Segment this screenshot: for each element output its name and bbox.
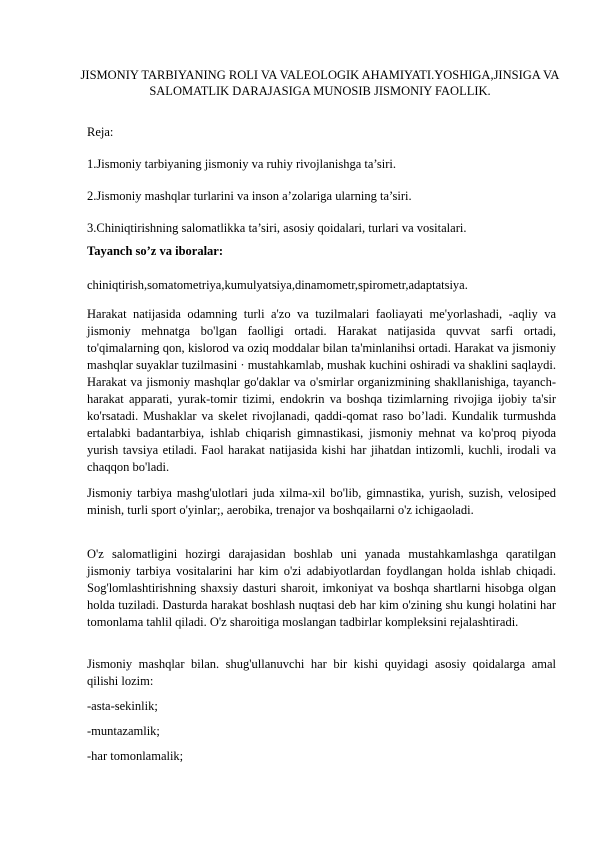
document-title: JISMONIY TARBIYANING ROLI VA VALEOLOGIK AHAMIYATI.YOSHIGA,JINSIGA VA SALOMATLIK DARAJASIGA MUNOSIB JISMONIY FAOLLIK. <box>80 68 560 98</box>
paragraph-3: O'z salomatligini hozirgi darajasidan boshlab uni yanada mustahkamlashga qaratilgan jismoniy tarbiya vositalarini har kim o'zi adabiyotlardan foydlangan holda ishlab chiqadi. Sog'lomlashtirishning shaxsiy dasturi sharoit, imkoniyat va boshqa shartlarni hisobga olgan holda tuziladi. Dasturda harakat boshlash nuqtasi deb har kim o'zining shu kungi holatini har tomonlama tahlil qiladi. O'z sharoitiga moslangan tadbirlar kompleksini rejalashtiradi. <box>87 547 556 629</box>
rule-item-3: -har tomonlamalik; <box>87 749 184 763</box>
paragraph-4: Jismoniy mashqlar bilan. shug'ullanuvchi har bir kishi quyidagi asosiy qoidalarga amal qilishi lozim: <box>87 657 556 688</box>
keywords-list: chiniqtirish,somatometriya,kumulyatsiya,dinamometr,spirometr,adaptatsiya. <box>87 278 468 292</box>
rule-item-2: -muntazamlik; <box>87 724 160 738</box>
paragraph-2: Jismoniy tarbiya mashg'ulotlari juda xilma-xil bo'lib, gimnastika, yurish, suzish, velosiped minish, turli sport o'yinlar;, aerobika, trenajor va boshqailarni o'z ichigaoladi. <box>87 486 556 517</box>
plan-item-1: 1.Jismoniy tarbiyaning jismoniy va ruhiy rivojlanishga ta’siri. <box>87 157 396 171</box>
plan-item-3: 3.Chiniqtirishning salomatlikka ta’siri, asosiy qoidalari, turlari va vositalari. <box>87 221 467 235</box>
paragraph-1: Harakat natijasida odamning turli a'zo va tuzilmalari faoliayati me'yorlashadi, -aqliy va jismoniy mehnatga bo'lgan faolligi ortadi. Harakat natijasida quvvat sarfi ortadi, to'qimalarning qon, kislorod va oziq moddalar bilan ta'minlanihsi ortadi. Harakat va jismoniy mashqlar suyaklar tuzilmasini · mustahkamlab, mushak kuchini oshiradi va shaklini saqlaydi. Harakat va jismoniy mashqlar go'daklar va o'smirlar organizmining shakllanishiga, tayanch-harakat apparati, yurak-tomir tizimi, endokrin va boshqa tizimlarning rivojiga ijobiy ta'sir ko'rsatadi. Mushaklar va skelet rivojlanadi, qaddi-qomat raso bo’ladi. Kundalik turmushda ertalabki badantarbiya, ishlab chiqarish gimnastikasi, jismoniy mehnat va ko'proq piyoda yurish tavsiya etiladi. Faol harakat natijasida kishi har jihatdan intizomli, kuchli, irodali va chaqqon bo'ladi. <box>87 307 556 474</box>
plan-item-2: 2.Jismoniy mashqlar turlarini va inson a’zolariga ularning ta’siri. <box>87 189 412 203</box>
keywords-heading: Tayanch so’z va iboralar: <box>87 244 223 258</box>
rule-item-1: -asta-sekinlik; <box>87 699 158 713</box>
plan-heading: Reja: <box>87 125 114 139</box>
